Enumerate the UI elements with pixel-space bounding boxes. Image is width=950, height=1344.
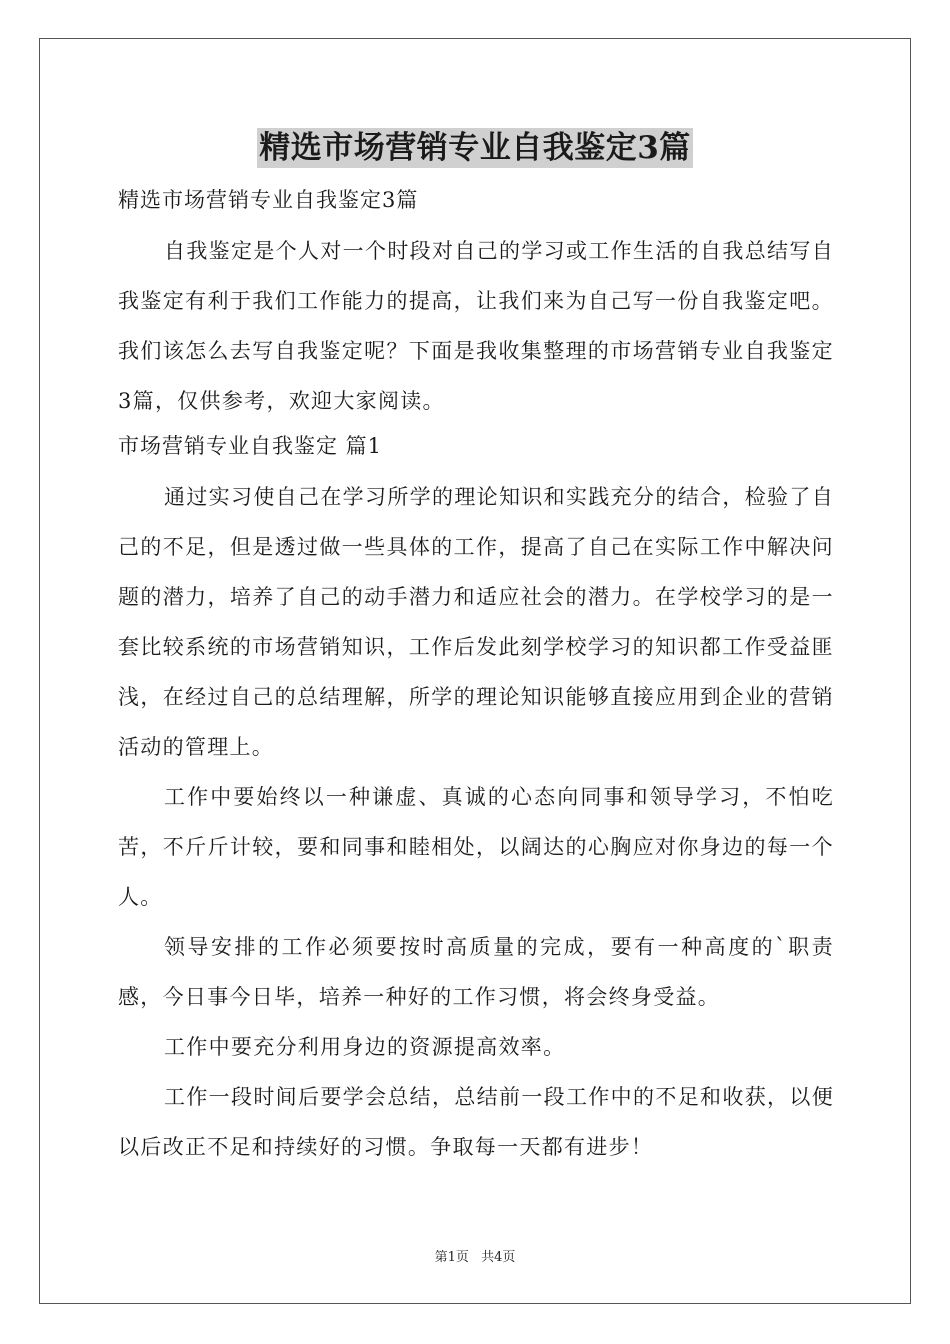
page-number-current: 第1页 (434, 1250, 469, 1265)
page-footer (0, 1246, 950, 1265)
body-paragraph: 领导安排的工作必须要按时高质量的完成，要有一种高度的`职责感，今日事今日毕，培养一种好的工作习惯，将会终身受益。 (118, 935, 834, 1009)
body-paragraph: 工作中要充分利用身边的资源提高效率。 (164, 1035, 566, 1059)
intro-paragraph: 自我鉴定是个人对一个时段对自己的学习或工作生活的自我总结写自我鉴定有利于我们工作能力的提高，让我们来为自己写一份自我鉴定吧。我们该怎么去写自我鉴定呢？下面是我收集整理的市场营销专业自我鉴定3篇，仅供参考，欢迎大家阅读。 (118, 239, 834, 413)
body-paragraph: 工作一段时间后要学会总结，总结前一段工作中的不足和收获，以便以后改正不足和持续好的习惯。争取每一天都有进步！ (118, 1085, 834, 1159)
body-paragraph: 通过实习使自己在学习所学的理论知识和实践充分的结合，检验了自己的不足，但是透过做一些具体的工作，提高了自己在实际工作中解决问题的潜力，培养了自己的动手潜力和适应社会的潜力。在学校学习的是一套比较系统的市场营销知识，工作后发此刻学校学习的知识都工作受益匪浅，在经过自己的总结理解，所学的理论知识能够直接应用到企业的营销活动的管理上。 (118, 485, 834, 759)
section-heading: 市场营销专业自我鉴定 篇1 (118, 434, 383, 458)
document-subtitle: 精选市场营销专业自我鉴定3篇 (118, 188, 419, 212)
document-body (118, 180, 834, 1172)
document-title: 精选市场营销专业自我鉴定3篇 (259, 130, 691, 166)
page-number-total: 共4页 (481, 1250, 516, 1265)
body-paragraph: 工作中要始终以一种谦虚、真诚的心态向同事和领导学习，不怕吃苦，不斤斤计较，要和同事和睦相处，以阔达的心胸应对你身边的每一个人。 (118, 785, 834, 909)
title-container (0, 128, 950, 168)
